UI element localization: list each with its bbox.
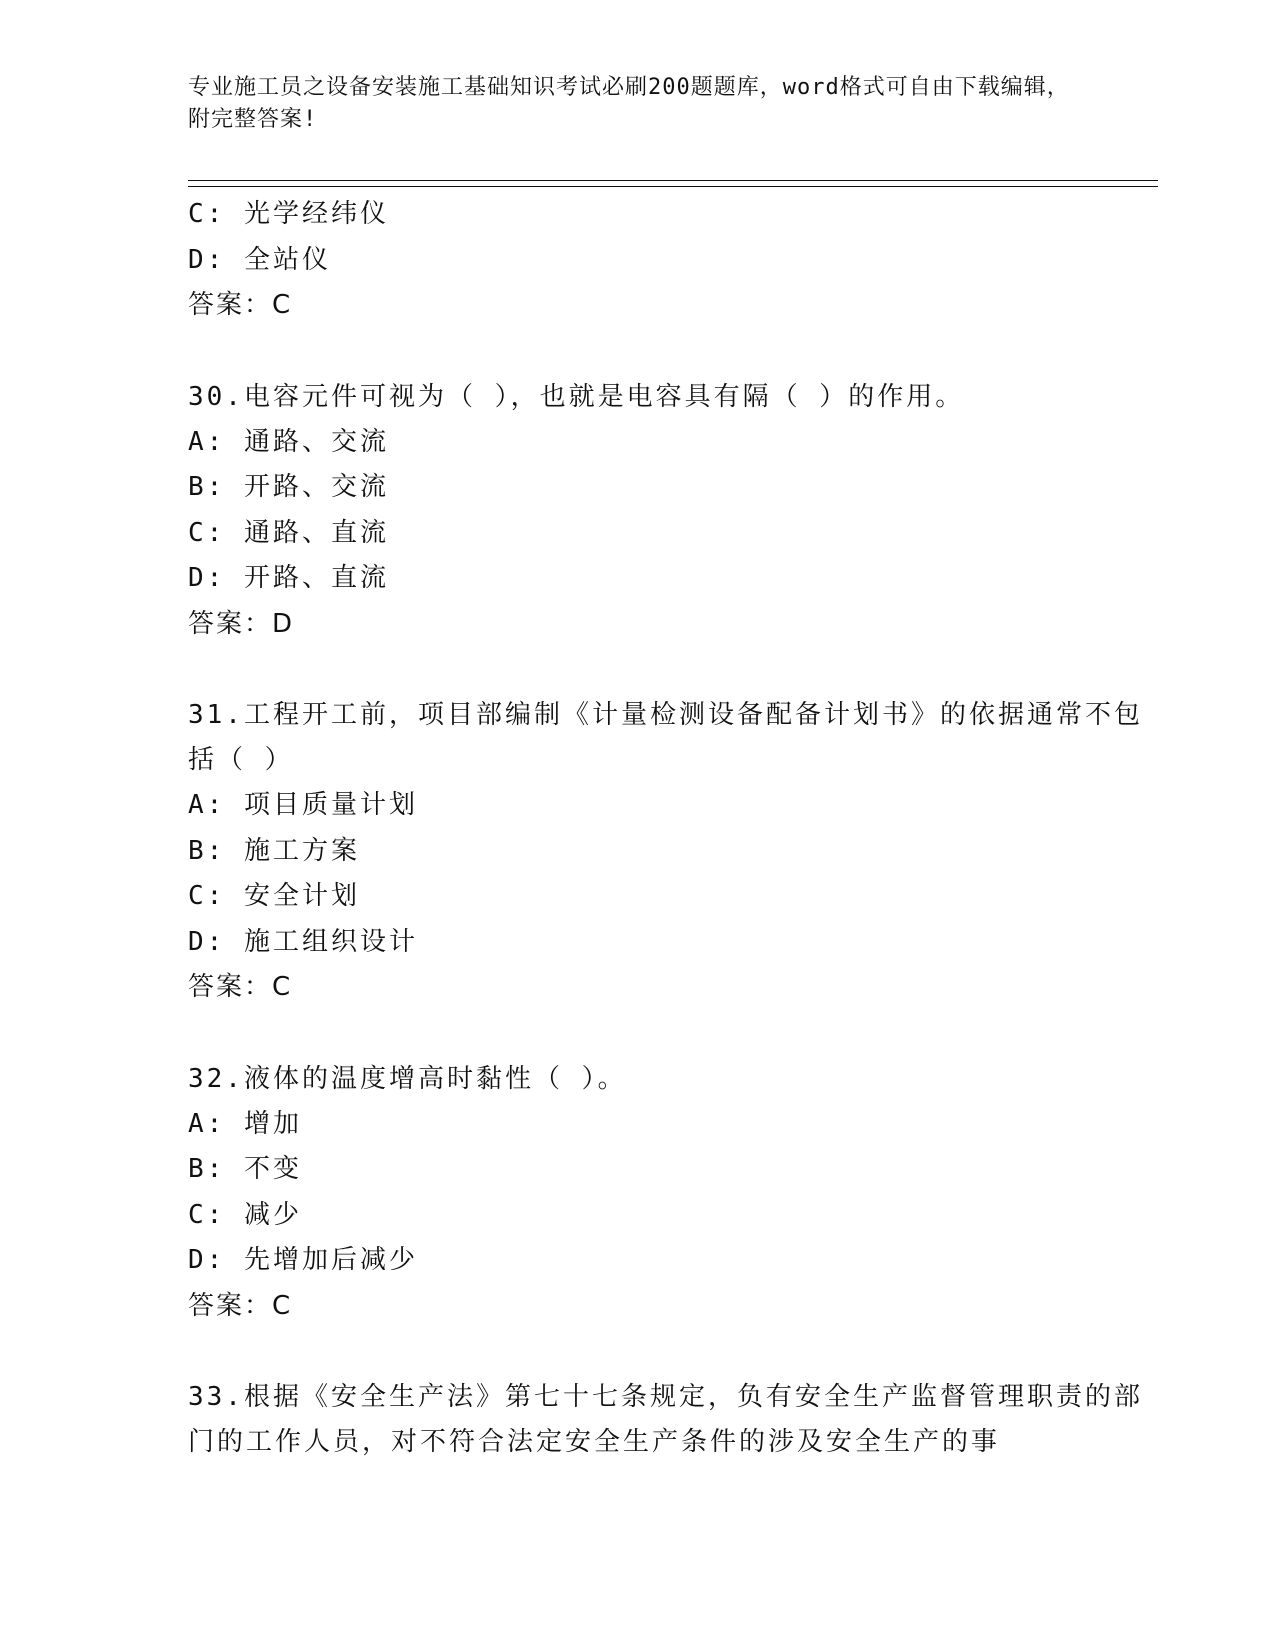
spacer — [188, 1011, 1148, 1057]
option-d: D: 施工组织设计 — [188, 926, 418, 957]
answer: 答案：C — [188, 1290, 293, 1321]
question-text: 32.液体的温度增高时黏性（ ）。 — [188, 1063, 627, 1094]
spacer — [188, 1329, 1148, 1375]
option-d: D: 全站仪 — [188, 244, 331, 275]
spacer — [188, 647, 1148, 693]
answer: 答案：D — [188, 608, 295, 639]
question-list — [188, 192, 1148, 1465]
option-b: B: 开路、交流 — [188, 472, 389, 502]
option-c: C: 减少 — [188, 1199, 302, 1230]
option-a: A: 通路、交流 — [188, 426, 389, 457]
option-c: C: 安全计划 — [188, 881, 360, 911]
question-text: 33.根据《安全生产法》第七十七条规定，负有安全生产监督管理职责的部门的工作人员，对不符合法定安全生产条件的涉及安全生产的事 — [188, 1382, 1143, 1457]
question-text: 30.电容元件可视为（ ），也就是电容具有隔（ ）的作用。 — [188, 381, 965, 412]
question-31 — [188, 693, 1148, 1011]
question-33 — [188, 1375, 1148, 1465]
option-a: A: 增加 — [188, 1108, 302, 1139]
answer: 答案：C — [188, 290, 293, 320]
header-divider — [188, 180, 1158, 187]
question-29-continuation — [188, 192, 1148, 329]
spacer — [188, 329, 1148, 375]
document-header-title: 专业施工员之设备安装施工基础知识考试必刷200题题库，word格式可自由下载编辑，附完整答案! — [188, 75, 1070, 132]
option-a: A: 项目质量计划 — [188, 790, 418, 820]
question-30 — [188, 375, 1148, 648]
question-text: 31.工程开工前，项目部编制《计量检测设备配备计划书》的依据通常不包括（ ） — [188, 700, 1143, 775]
option-b: B: 不变 — [188, 1154, 302, 1184]
option-b: B: 施工方案 — [188, 835, 360, 866]
question-32 — [188, 1057, 1148, 1330]
option-d: D: 先增加后减少 — [188, 1245, 418, 1275]
option-d: D: 开路、直流 — [188, 563, 389, 593]
option-c: C: 通路、直流 — [188, 517, 389, 548]
answer: 答案：C — [188, 972, 293, 1002]
option-c: C: 光学经纬仪 — [188, 199, 389, 229]
